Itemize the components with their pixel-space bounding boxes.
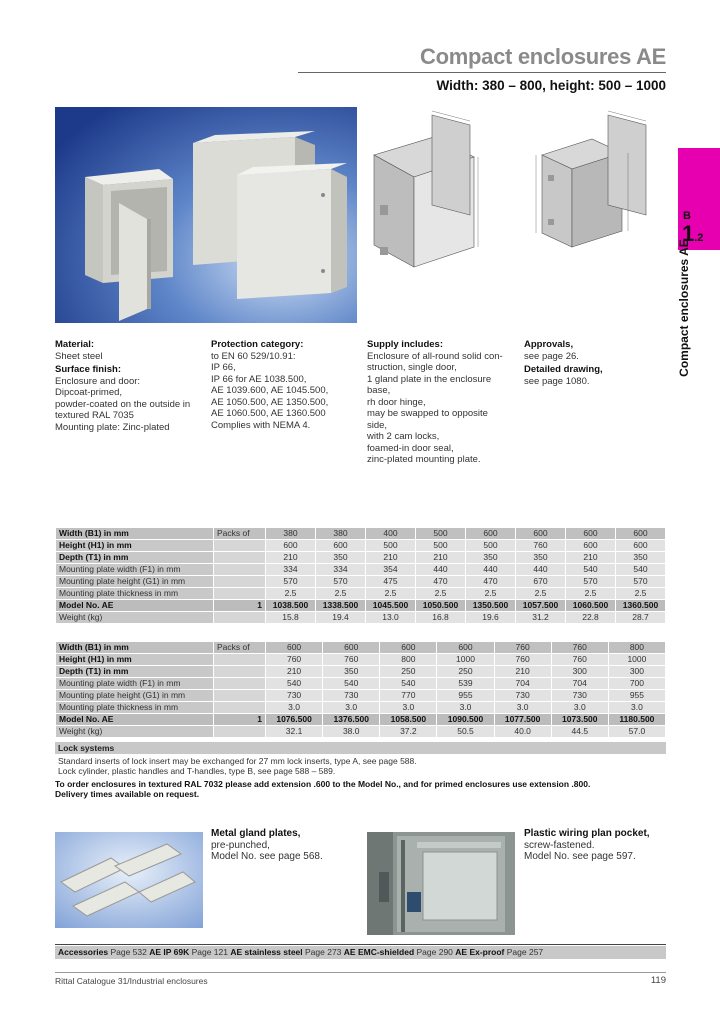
spec-value: 3.0 (608, 702, 665, 714)
spec-row-label: Mounting plate height (G1) in mm (56, 690, 214, 702)
spec-value: 15.8 (266, 612, 316, 624)
spec-value: 1038.500 (266, 600, 316, 612)
supply-column (367, 339, 517, 466)
spec-value: 1376.500 (323, 714, 380, 726)
protection-line: Complies with NEMA 4. (211, 419, 311, 431)
spec-value: 760 (551, 642, 608, 654)
spec-value: 1338.500 (316, 600, 366, 612)
spec-row-label: Mounting plate width (F1) in mm (56, 678, 214, 690)
protection-line: AE 1039.600, AE 1045.500, (211, 385, 329, 396)
spec-row (56, 666, 666, 678)
spec-row (56, 588, 666, 600)
spec-row (56, 564, 666, 576)
protection-line: AE 1060.500, AE 1360.500 (211, 408, 326, 419)
lock-systems-text (58, 756, 664, 776)
section-vertical-label: Compact enclosures AE (677, 239, 691, 377)
spec-value: 600 (566, 540, 616, 552)
spec-row (56, 702, 666, 714)
accessories-ip69k[interactable]: AE IP 69K (149, 947, 190, 957)
pocket-line: screw-fastened. (524, 839, 595, 851)
spec-row-label: Height (H1) in mm (56, 654, 214, 666)
surface-line: powder-coated on the outside in (55, 398, 191, 410)
spec-row (56, 678, 666, 690)
approvals-column (524, 339, 674, 387)
spec-value: 600 (266, 540, 316, 552)
spec-value: 760 (323, 654, 380, 666)
accessories-page: Page 273 (302, 947, 344, 957)
material-value: Sheet steel (55, 350, 103, 362)
spec-value: 470 (416, 576, 466, 588)
spec-value: 704 (551, 678, 608, 690)
spec-value: 730 (323, 690, 380, 702)
footer-rule (55, 972, 666, 973)
page-subtitle: Width: 380 – 800, height: 500 – 1000 (436, 78, 666, 93)
spec-value: 600 (616, 540, 666, 552)
spec-row-label: Depth (T1) in mm (56, 552, 214, 564)
spec-value: 210 (266, 552, 316, 564)
material-heading: Material: (55, 339, 95, 350)
page-number: 119 (650, 975, 666, 986)
spec-row-label: Mounting plate thickness in mm (56, 588, 214, 600)
accessories-emc[interactable]: AE EMC-shielded (343, 947, 415, 957)
spec-value: 600 (437, 642, 494, 654)
spec-value: 210 (416, 552, 466, 564)
spec-value: 334 (266, 564, 316, 576)
spec-value: 1057.500 (516, 600, 566, 612)
spec-value: 1058.500 (380, 714, 437, 726)
packs-cell (214, 612, 266, 624)
spec-value: 2.5 (566, 588, 616, 600)
spec-value: 600 (316, 540, 366, 552)
spec-value: 800 (380, 654, 437, 666)
spec-row (56, 690, 666, 702)
approvals-heading: Approvals, (524, 339, 574, 350)
material-column (55, 339, 205, 433)
spec-value: 350 (616, 552, 666, 564)
spec-value: 380 (266, 528, 316, 540)
protection-line: IP 66, (211, 362, 236, 373)
spec-value: 440 (416, 564, 466, 576)
protection-line: AE 1050.500, AE 1350.500, (211, 396, 329, 408)
spec-value: 3.0 (437, 702, 494, 714)
spec-row (56, 714, 666, 726)
order-line: To order enclosures in textured RAL 7032 please add extension .600 to the Model No., and for primed enclosures use extension .800. (55, 779, 591, 789)
packs-cell (214, 654, 266, 666)
spec-row-label: Width (B1) in mm (56, 642, 214, 654)
spec-value: 570 (316, 576, 366, 588)
packs-cell (214, 690, 266, 702)
spec-value: 400 (366, 528, 416, 540)
spec-value: 350 (516, 552, 566, 564)
gland-line[interactable]: Model No. see page 568. (211, 851, 323, 862)
spec-value: 760 (516, 540, 566, 552)
section-number-main: 1 (682, 221, 695, 246)
accessories-stainless[interactable]: AE stainless steel (230, 947, 303, 957)
lock-line: Lock cylinder, plastic handles and T-handles, type B, see page 588 – 589. (58, 766, 336, 776)
spec-value: 1077.500 (494, 714, 551, 726)
spec-value: 1076.500 (266, 714, 323, 726)
spec-value: 500 (416, 528, 466, 540)
packs-cell (214, 678, 266, 690)
spec-value: 16.8 (416, 612, 466, 624)
spec-value: 730 (551, 690, 608, 702)
spec-value: 1350.500 (466, 600, 516, 612)
supply-line: zinc-plated mounting plate. (367, 454, 481, 465)
spec-value: 540 (266, 678, 323, 690)
spec-value: 380 (316, 528, 366, 540)
spec-value: 354 (366, 564, 416, 576)
accessories-page: Page 121 (189, 947, 231, 957)
spec-value: 22.8 (566, 612, 616, 624)
spec-value: 2.5 (466, 588, 516, 600)
supply-line: struction, single door, (367, 362, 457, 373)
surface-line: textured RAL 7035 (55, 410, 134, 421)
accessories-ex-proof[interactable]: AE Ex-proof (455, 947, 505, 957)
surface-line: Enclosure and door: (55, 375, 141, 387)
spec-value: 955 (608, 690, 665, 702)
protection-line: IP 66 for AE 1038.500, (211, 373, 307, 385)
spec-value: 760 (494, 654, 551, 666)
spec-value: 350 (466, 552, 516, 564)
packs-cell (214, 666, 266, 678)
spec-row-label: Weight (kg) (56, 726, 214, 738)
spec-value: 1060.500 (566, 600, 616, 612)
supply-line: Enclosure of all-round solid con- (367, 350, 503, 362)
spec-value: 570 (616, 576, 666, 588)
spec-value: 210 (566, 552, 616, 564)
spec-value: 540 (323, 678, 380, 690)
spec-value: 440 (516, 564, 566, 576)
enclosures-photo (55, 107, 357, 323)
spec-value: 3.0 (266, 702, 323, 714)
packs-cell: 1 (214, 600, 266, 612)
protection-heading: Protection category: (211, 339, 304, 350)
spec-value: 760 (494, 642, 551, 654)
accessories-page: Page 290 (414, 947, 456, 957)
surface-line: Mounting plate: Zinc-plated (55, 421, 170, 433)
spec-value: 540 (616, 564, 666, 576)
spec-row-label: Height (H1) in mm (56, 540, 214, 552)
spec-value: 38.0 (323, 726, 380, 738)
accessories-rule (55, 944, 666, 945)
accessories-page: Page 532 (108, 947, 150, 957)
spec-value: 28.7 (616, 612, 666, 624)
spec-value: 540 (380, 678, 437, 690)
spec-row (56, 540, 666, 552)
supply-line: base, (367, 385, 391, 396)
spec-value: 350 (323, 666, 380, 678)
packs-cell (214, 588, 266, 600)
spec-value: 210 (366, 552, 416, 564)
packs-cell (214, 564, 266, 576)
spec-table-1 (55, 527, 666, 624)
spec-row-label: Mounting plate width (F1) in mm (56, 564, 214, 576)
spec-value: 31.2 (516, 612, 566, 624)
spec-value: 600 (380, 642, 437, 654)
supply-heading: Supply includes: (367, 339, 444, 350)
surface-line: Dipcoat-primed, (55, 387, 123, 398)
spec-value: 210 (494, 666, 551, 678)
packs-cell (214, 726, 266, 738)
spec-value: 2.5 (366, 588, 416, 600)
spec-row (56, 576, 666, 588)
accessories-label[interactable]: Accessories (58, 947, 109, 957)
spec-value: 40.0 (494, 726, 551, 738)
accessories-bar (55, 946, 666, 959)
spec-value: 470 (466, 576, 516, 588)
drawing-ref[interactable]: see page 1080. (524, 375, 590, 387)
spec-value: 250 (437, 666, 494, 678)
packs-cell (214, 576, 266, 588)
gland-line: pre-punched, (211, 839, 270, 851)
dimension-drawing-open (366, 107, 500, 277)
wiring-pocket-photo (367, 832, 515, 935)
packs-cell (214, 552, 266, 564)
spec-value: 540 (566, 564, 616, 576)
spec-value: 600 (616, 528, 666, 540)
spec-value: 32.1 (266, 726, 323, 738)
packs-cell: Packs of (214, 528, 266, 540)
spec-row-label: Mounting plate thickness in mm (56, 702, 214, 714)
spec-value: 955 (437, 690, 494, 702)
spec-value: 2.5 (266, 588, 316, 600)
dimension-drawing-closed (522, 107, 656, 277)
spec-value: 700 (608, 678, 665, 690)
spec-value: 1180.500 (608, 714, 665, 726)
spec-row-label: Model No. AE (56, 600, 214, 612)
spec-value: 3.0 (551, 702, 608, 714)
spec-value: 2.5 (516, 588, 566, 600)
spec-row (56, 612, 666, 624)
spec-value: 1045.500 (366, 600, 416, 612)
spec-value: 1000 (437, 654, 494, 666)
gland-heading: Metal gland plates, (211, 828, 301, 839)
spec-table-2 (55, 641, 666, 738)
spec-value: 57.0 (608, 726, 665, 738)
spec-value: 600 (266, 642, 323, 654)
gland-plates-photo (55, 832, 203, 928)
spec-value: 1073.500 (551, 714, 608, 726)
spec-row-label: Model No. AE (56, 714, 214, 726)
spec-value: 570 (566, 576, 616, 588)
lock-line: Standard inserts of lock insert may be exchanged for 27 mm lock inserts, type A, see page 588. (58, 756, 417, 766)
spec-value: 500 (466, 540, 516, 552)
supply-line: rh door hinge, (367, 396, 426, 408)
spec-value: 704 (494, 678, 551, 690)
supply-line: may be swapped to opposite (367, 408, 488, 419)
spec-value: 2.5 (316, 588, 366, 600)
spec-value: 730 (494, 690, 551, 702)
section-letter: B (683, 210, 691, 222)
spec-row-label: Width (B1) in mm (56, 528, 214, 540)
spec-value: 13.0 (366, 612, 416, 624)
spec-value: 600 (516, 528, 566, 540)
spec-value: 350 (316, 552, 366, 564)
spec-value: 250 (380, 666, 437, 678)
spec-row (56, 552, 666, 564)
spec-value: 760 (551, 654, 608, 666)
spec-value: 3.0 (323, 702, 380, 714)
drawing-heading: Detailed drawing, (524, 364, 603, 375)
spec-value: 475 (366, 576, 416, 588)
packs-cell (214, 702, 266, 714)
lock-systems-heading: Lock systems (55, 742, 666, 754)
supply-line: with 2 cam locks, (367, 431, 440, 442)
supply-line: foamed-in door seal, (367, 442, 454, 454)
spec-row (56, 600, 666, 612)
surface-heading: Surface finish: (55, 364, 121, 375)
packs-cell: 1 (214, 714, 266, 726)
spec-value: 440 (466, 564, 516, 576)
spec-value: 500 (416, 540, 466, 552)
footer-catalogue: Rittal Catalogue 31/Industrial enclosures (55, 976, 208, 986)
spec-value: 760 (266, 654, 323, 666)
protection-line: to EN 60 529/10.91: (211, 350, 296, 362)
spec-value: 334 (316, 564, 366, 576)
spec-row (56, 654, 666, 666)
pocket-heading: Plastic wiring plan pocket, (524, 828, 650, 839)
spec-value: 2.5 (416, 588, 466, 600)
spec-value: 770 (380, 690, 437, 702)
wiring-pocket-text (524, 828, 684, 863)
spec-row-label: Depth (T1) in mm (56, 666, 214, 678)
spec-value: 50.5 (437, 726, 494, 738)
spec-row (56, 726, 666, 738)
page-title: Compact enclosures AE (420, 44, 666, 69)
spec-value: 3.0 (380, 702, 437, 714)
spec-value: 600 (466, 528, 516, 540)
spec-value: 19.6 (466, 612, 516, 624)
spec-value: 210 (266, 666, 323, 678)
spec-row-label: Mounting plate height (G1) in mm (56, 576, 214, 588)
spec-value: 300 (551, 666, 608, 678)
spec-value: 3.0 (494, 702, 551, 714)
gland-plates-text (211, 828, 371, 863)
spec-value: 500 (366, 540, 416, 552)
spec-row (56, 642, 666, 654)
spec-value: 670 (516, 576, 566, 588)
supply-line: 1 gland plate in the enclosure (367, 373, 492, 385)
spec-row-label: Weight (kg) (56, 612, 214, 624)
title-rule (298, 72, 666, 73)
spec-value: 37.2 (380, 726, 437, 738)
spec-value: 2.5 (616, 588, 666, 600)
approvals-ref[interactable]: see page 26. (524, 350, 579, 362)
spec-value: 600 (566, 528, 616, 540)
pocket-line[interactable]: Model No. see page 597. (524, 851, 636, 862)
accessories-page: Page 257 (504, 947, 544, 957)
spec-value: 1000 (608, 654, 665, 666)
spec-value: 44.5 (551, 726, 608, 738)
spec-value: 1360.500 (616, 600, 666, 612)
spec-value: 1090.500 (437, 714, 494, 726)
spec-value: 800 (608, 642, 665, 654)
order-line: Delivery times available on request. (55, 789, 200, 799)
spec-value: 600 (323, 642, 380, 654)
packs-cell: Packs of (214, 642, 266, 654)
spec-value: 300 (608, 666, 665, 678)
section-number-sub: .2 (694, 232, 704, 244)
spec-value: 539 (437, 678, 494, 690)
protection-column (211, 339, 361, 431)
packs-cell (214, 540, 266, 552)
spec-value: 19.4 (316, 612, 366, 624)
order-note (55, 779, 666, 799)
spec-value: 1050.500 (416, 600, 466, 612)
spec-row (56, 528, 666, 540)
spec-value: 570 (266, 576, 316, 588)
supply-line: side, (367, 419, 388, 431)
spec-value: 730 (266, 690, 323, 702)
